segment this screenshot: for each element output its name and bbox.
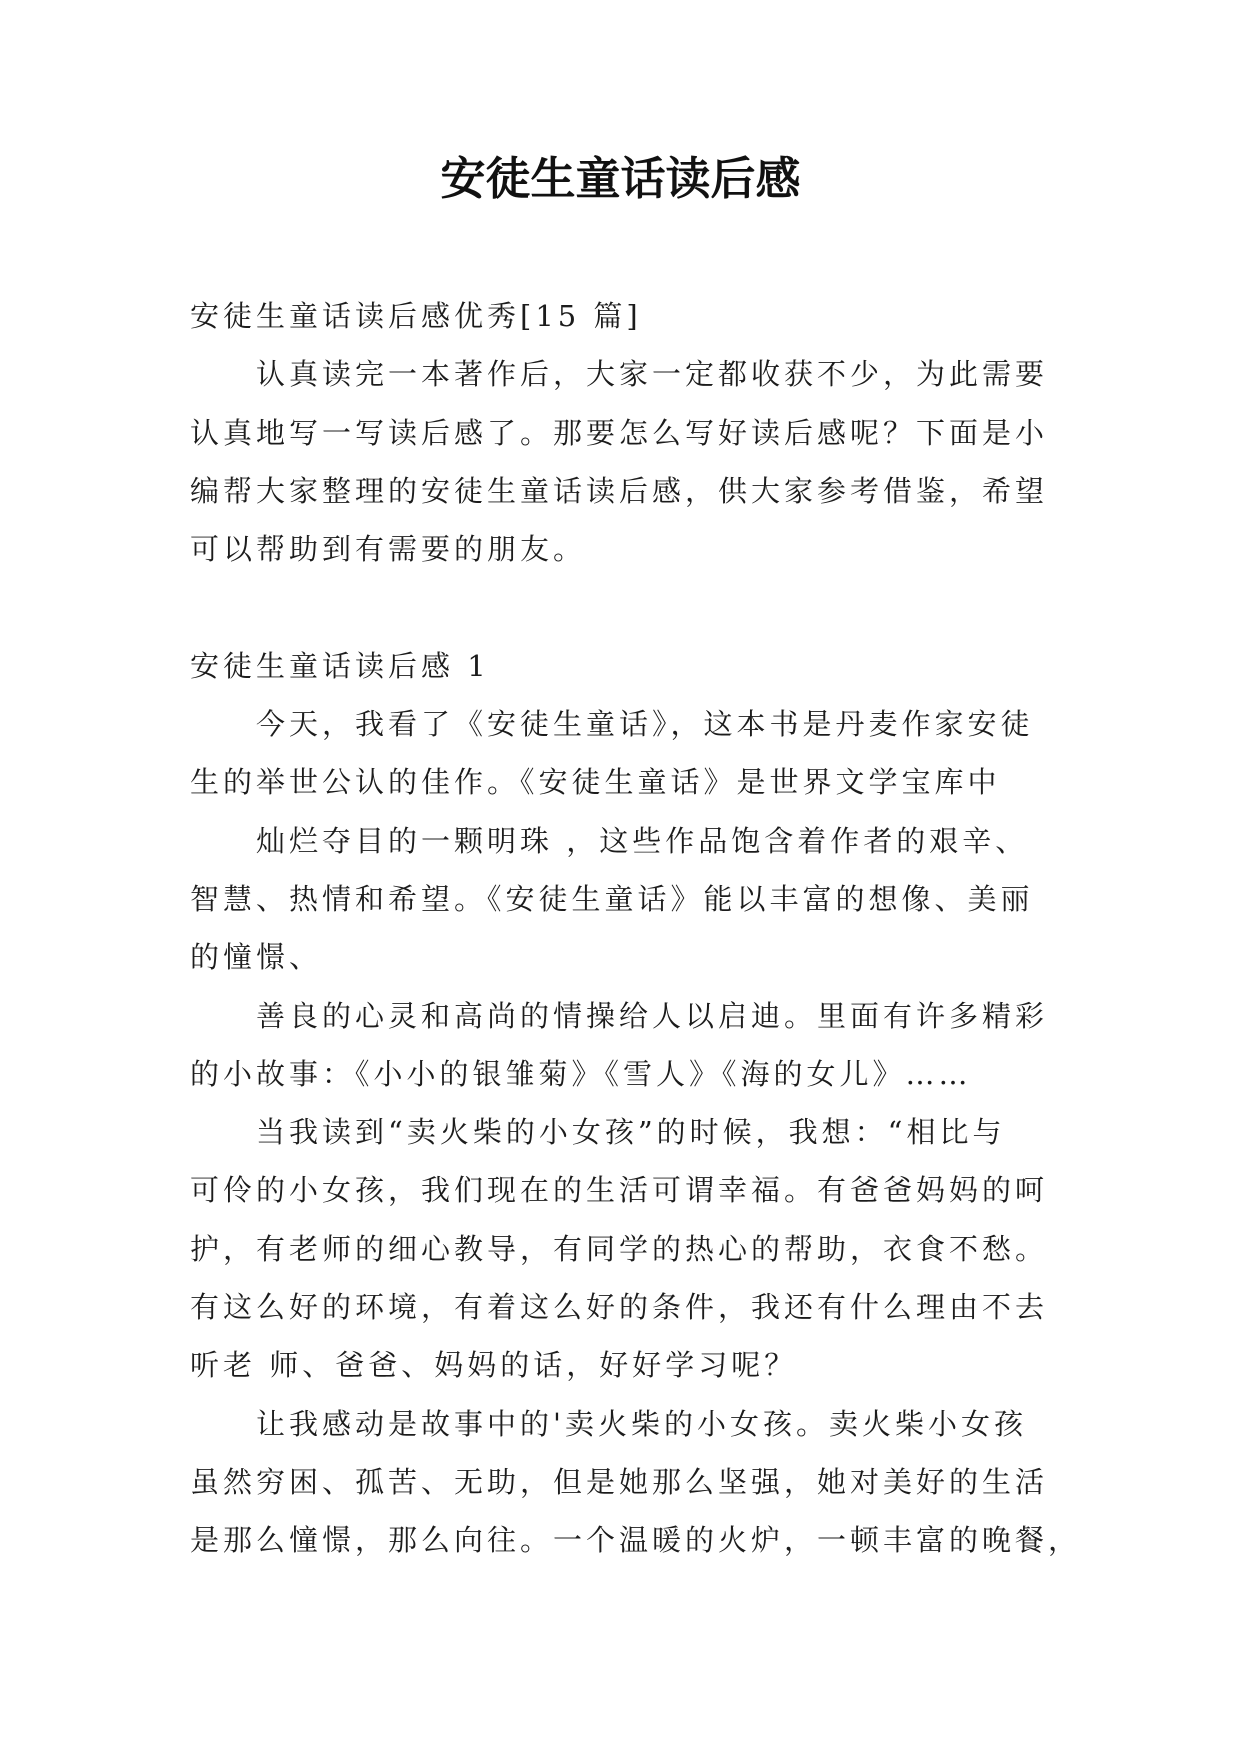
text-line: 护，有老师的细心教导，有同学的热心的帮助，衣食不愁。	[190, 1231, 1049, 1266]
document-subtitle: 安徒生童话读后感优秀[15 篇]	[190, 299, 642, 333]
text-line: 认真读完一本著作后，大家一定都收获不少，为此需要	[256, 357, 1049, 392]
text-line: 灿烂夺目的一颗明珠 ，这些作品饱含着作者的艰辛、	[256, 823, 1029, 858]
blank-line	[190, 578, 1090, 636]
text-line: 的小故事：《小小的银雏菊》《雪人》《海的女儿》……	[190, 1056, 972, 1091]
text-line: 的憧憬、	[190, 940, 323, 975]
text-line: 虽然穷困、孤苦、无助，但是她那么坚强，她对美好的生活	[190, 1464, 1049, 1499]
text-line: 有这么好的环境，有着这么好的条件，我还有什么理由不去	[190, 1290, 1049, 1325]
text-line: 让我感动是故事中的'卖火柴的小女孩。卖火柴小女孩	[256, 1406, 1027, 1441]
document-body	[190, 287, 1090, 1570]
text-line: 当我读到“卖火柴的小女孩”的时候，我想：“相比与	[256, 1115, 1006, 1150]
paragraph	[190, 1395, 1090, 1570]
text-line: 智慧、热情和希望。《安徒生童话》能以丰富的想像、美丽	[190, 881, 1034, 916]
text-line: 编帮大家整理的安徒生童话读后感，供大家参考借鉴，希望	[190, 473, 1049, 508]
text-line: 认真地写一写读后感了。那要怎么写好读后感呢？下面是小	[190, 415, 1049, 450]
text-line: 可伶的小女孩，我们现在的生活可谓幸福。有爸爸妈妈的呵	[190, 1173, 1049, 1208]
document-title: 安徒生童话读后感	[440, 152, 801, 205]
text-line: 今天，我看了《安徒生童话》，这本书是丹麦作家安徒	[256, 707, 1034, 742]
text-line: 可以帮助到有需要的朋友。	[190, 532, 587, 567]
text-line: 是那么憧憬，那么向往。一个温暖的火炉，一顿丰富的晚餐，	[190, 1523, 1082, 1558]
intro-paragraph	[190, 345, 1090, 578]
section-heading: 安徒生童话读后感 1	[190, 648, 490, 683]
text-line: 听老 师、爸爸、妈妈的话，好好学习呢？	[190, 1348, 798, 1383]
paragraph	[190, 1103, 1090, 1394]
paragraph	[190, 812, 1090, 987]
text-line: 善良的心灵和高尚的情操给人以启迪。里面有许多精彩	[256, 998, 1049, 1033]
paragraph	[190, 695, 1090, 812]
paragraph	[190, 987, 1090, 1104]
text-line: 生的举世公认的佳作。《安徒生童话》是世界文学宝库中	[190, 765, 1001, 800]
